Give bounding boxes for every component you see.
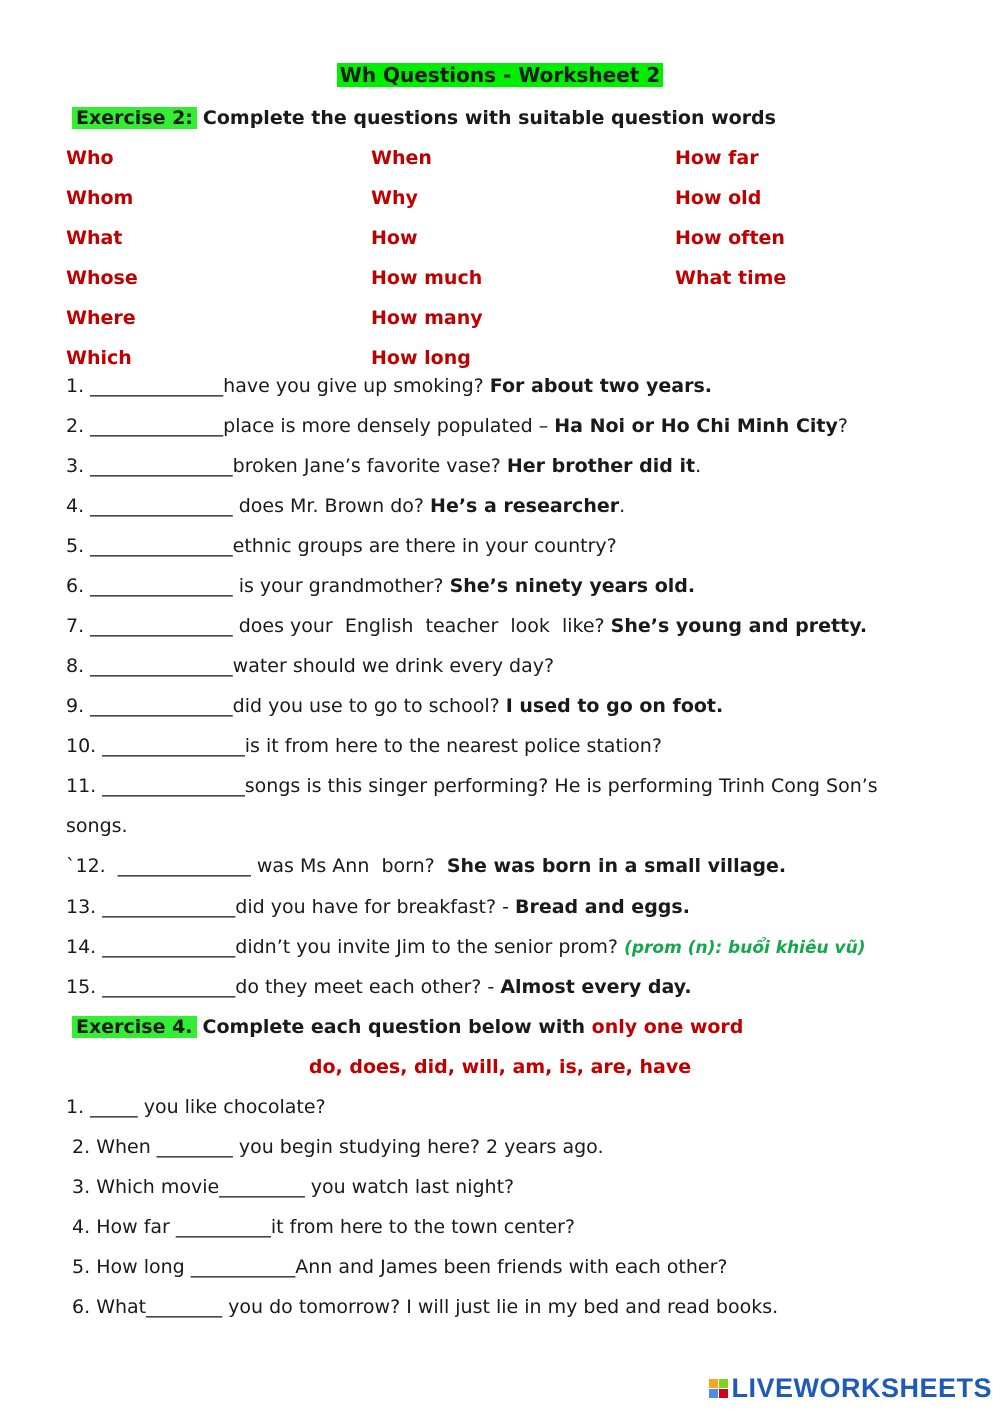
question-line: 7. _______________ does your English teacher look like? She’s young and pretty. [66, 615, 868, 637]
question-word: How [371, 227, 418, 249]
logo-mark-icon [709, 1379, 728, 1398]
word-bank: do, does, did, will, am, is, are, have [308, 1056, 692, 1078]
question-line: 3. Which movie_________ you watch last night? [66, 1176, 515, 1198]
logo-text: LIVEWORKSHEETS [731, 1372, 992, 1403]
exercise-4-label: Exercise 4. [72, 1016, 197, 1038]
question-line: 1. _____ you like chocolate? [66, 1096, 326, 1118]
question-word: Why [371, 187, 418, 209]
question-word: How many [371, 307, 483, 329]
question-line: 6. What________ you do tomorrow? I will just lie in my bed and read books. [66, 1296, 779, 1318]
question-line: 2. When ________ you begin studying here? 2 years ago. [66, 1136, 604, 1158]
exercise-4-instruction: Complete each question below with [202, 1016, 592, 1038]
question-line: 1. ______________have you give up smoking? For about two years. [66, 375, 713, 397]
question-line: 5. _______________ethnic groups are there in your country? [66, 535, 617, 557]
question-line: 8. _______________water should we drink every day? [66, 655, 555, 677]
exercise-2-heading [72, 105, 776, 131]
question-line: 4. _______________ does Mr. Brown do? He’s a researcher. [66, 495, 626, 517]
question-line: 13. ______________did you have for breakfast? - Bread and eggs. [66, 896, 690, 918]
exercise-4-heading [72, 1014, 743, 1040]
question-line: 10. _______________is it from here to the nearest police station? [66, 735, 662, 757]
worksheet-title: Wh Questions - Worksheet 2 [0, 61, 1000, 89]
vocab-note: (prom (n): buổi khiêu vũ) [624, 938, 866, 958]
question-line: songs. [66, 815, 128, 837]
question-word: Where [66, 307, 136, 329]
exercise-2-label: Exercise 2: [72, 107, 197, 129]
question-word: What time [675, 267, 787, 289]
question-line: 5. How long ___________Ann and James been friends with each other? [66, 1256, 728, 1278]
question-word: How old [675, 187, 762, 209]
question-line: 3. _______________broken Jane’s favorite vase? Her brother did it. [66, 455, 702, 477]
question-word: How far [675, 147, 759, 169]
question-word: Whose [66, 267, 138, 289]
liveworksheets-logo [709, 1373, 992, 1403]
question-word: How often [675, 227, 785, 249]
question-word: What [66, 227, 123, 249]
question-line: 6. _______________ is your grandmother? She’s ninety years old. [66, 575, 696, 597]
question-word: How long [371, 347, 471, 369]
question-word: How much [371, 267, 483, 289]
question-line: 14. ______________didn’t you invite Jim to the senior prom? (prom (n): buổi khiêu vũ) [66, 936, 866, 958]
question-word: When [371, 147, 432, 169]
question-word: Who [66, 147, 114, 169]
exercise-4-instruction-emphasis: only one word [591, 1016, 744, 1038]
question-line: 2. ______________place is more densely populated – Ha Noi or Ho Chi Minh City? [66, 415, 848, 437]
question-line: `12. ______________ was Ms Ann born? She was born in a small village. [66, 855, 787, 877]
question-word: Whom [66, 187, 134, 209]
question-line: 15. ______________do they meet each other? - Almost every day. [66, 976, 692, 998]
question-line: 4. How far __________it from here to the town center? [66, 1216, 576, 1238]
question-line: 11. _______________songs is this singer performing? He is performing Trinh Cong Son’s [66, 775, 878, 797]
question-word: Which [66, 347, 132, 369]
question-line: 9. _______________did you use to go to school? I used to go on foot. [66, 695, 724, 717]
exercise-2-instruction: Complete the questions with suitable question words [202, 107, 776, 129]
